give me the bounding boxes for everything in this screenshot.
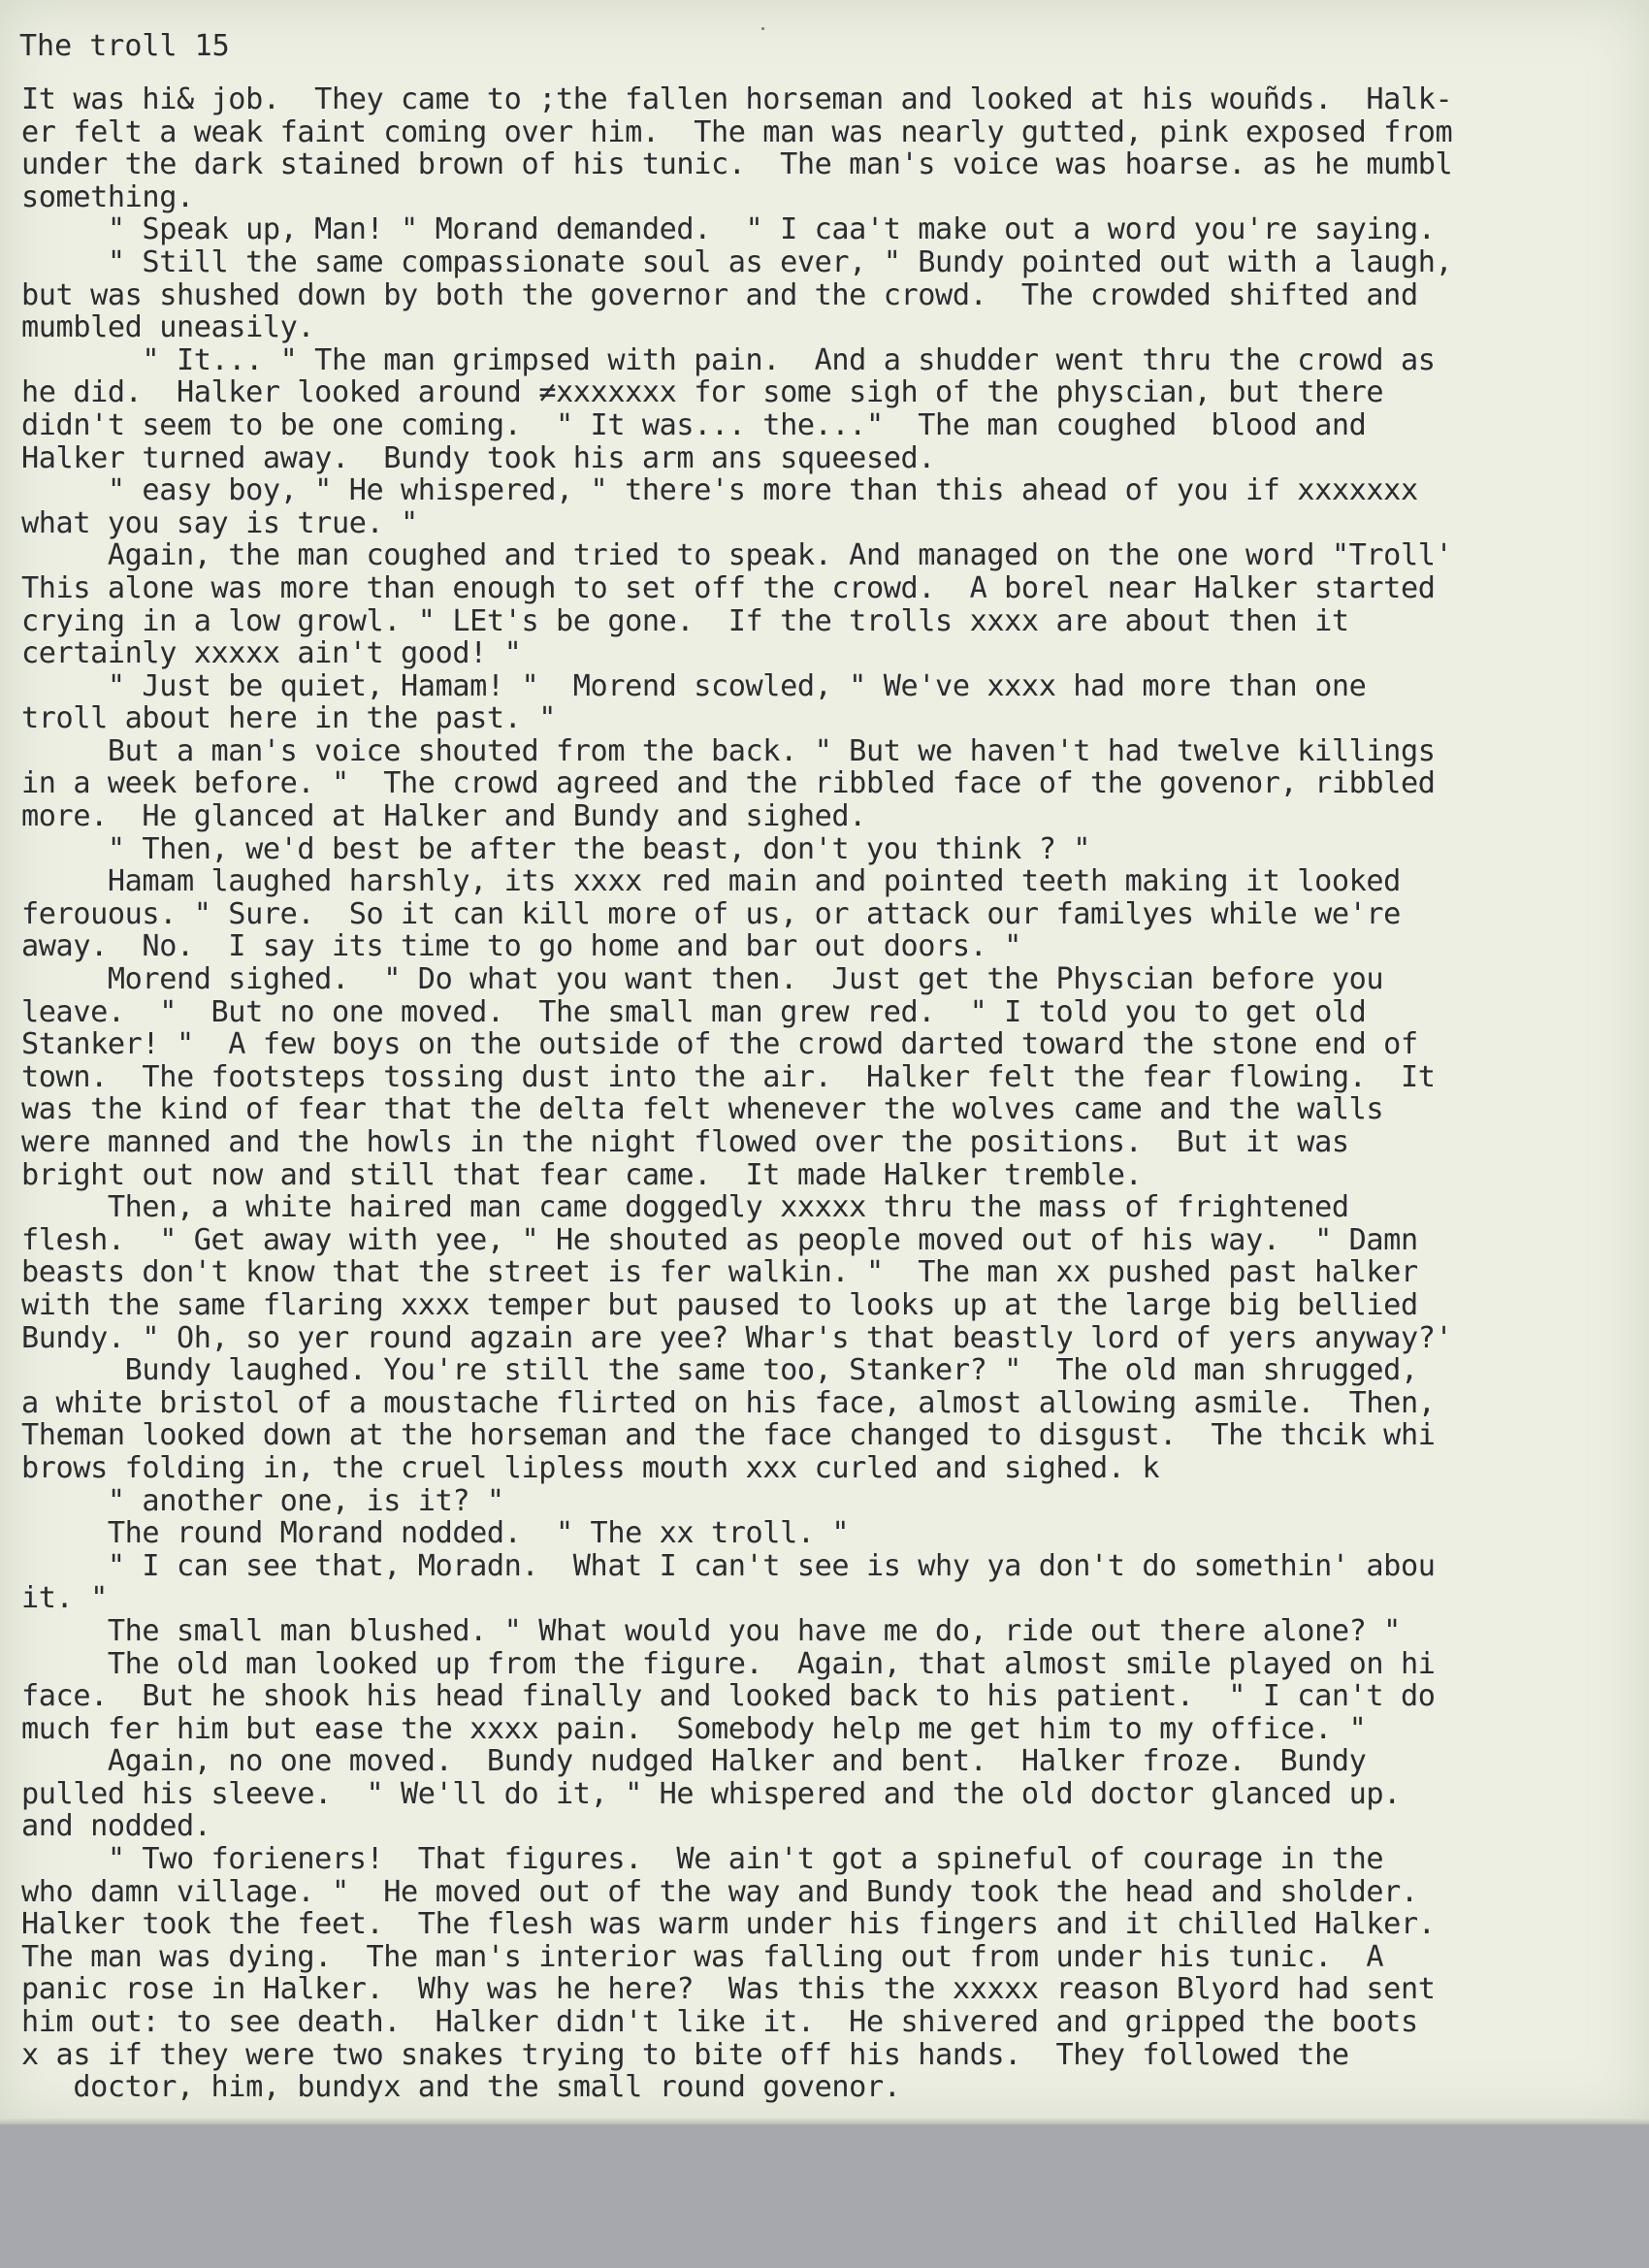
text-line: " Just be quiet, Hamam! " Morend scowled, " We've xxxx had more than one (21, 669, 1367, 703)
text-line: Then, a white haired man came doggedly xxxxx thru the mass of frightened (21, 1191, 1349, 1224)
text-line: pulled his sleeve. " We'll do it, " He whispered and the old doctor glanced up. (21, 1777, 1401, 1811)
text-line: er felt a weak faint coming over him. The man was nearly gutted, pink exposed from (21, 115, 1453, 149)
text-line: It was hi& job. They came to ;the fallen horseman and looked at his wouñds. Halk- (21, 83, 1453, 116)
text-line: bright out now and still that fear came. It made Halker tremble. (21, 1158, 1143, 1192)
text-line: " Speak up, Man! " Morand demanded. " I caa't make out a word you're saying. (21, 213, 1436, 246)
text-line: a white bristol of a moustache flirted on his face, almost allowing asmile. Then, (21, 1386, 1436, 1420)
text-line: " It... " The man grimpsed with pain. And a shudder went thru the crowd as (21, 343, 1436, 377)
text-line: Again, the man coughed and tried to speak. And managed on the one word "Troll' (21, 539, 1453, 572)
page-speck (761, 27, 764, 30)
running-title: The troll (19, 29, 178, 63)
text-line: troll about here in the past. " (21, 702, 557, 735)
text-line: were manned and the howls in the night flowed over the positions. But it was (21, 1126, 1349, 1159)
text-line: The small man blushed. " What would you have me do, ride out there alone? " (21, 1614, 1401, 1648)
text-line: Again, no one moved. Bundy nudged Halker and bent. Halker froze. Bundy (21, 1745, 1367, 1778)
text-line: The round Morand nodded. " The xx troll. " (21, 1517, 850, 1550)
text-line: " another one, is it? " (21, 1484, 504, 1518)
text-line: mumbled uneasily. (21, 311, 315, 344)
text-line: in a week before. " The crowd agreed and the ribbled face of the govenor, ribbled (21, 767, 1436, 801)
text-line: This alone was more than enough to set off the crowd. A borel near Halker started (21, 571, 1436, 605)
text-line: flesh. " Get away with yee, " He shouted as people moved out of his way. " Damn (21, 1223, 1418, 1257)
text-line: Bundy. " Oh, so yer round agzain are yee? Whar's that beastly lord of yers anyway?' (21, 1321, 1453, 1355)
text-line: The old man looked up from the figure. Again, that almost smile played on hi (21, 1647, 1436, 1681)
text-line: Morend sighed. " Do what you want then. Just get the Physcian before you (21, 963, 1384, 996)
text-line: town. The footsteps tossing dust into the air. Halker felt the fear flowing. It (21, 1060, 1436, 1094)
text-line: something. (21, 180, 194, 214)
text-line: under the dark stained brown of his tunic. The man's voice was hoarse. as he mumbl (21, 148, 1453, 181)
text-line: But a man's voice shouted from the back. " But we haven't had twelve killings (21, 734, 1436, 768)
text-line: away. No. I say its time to go home and bar out doors. " (21, 930, 1021, 964)
text-line: was the kind of fear that the delta felt whenever the wolves came and the walls (21, 1093, 1384, 1126)
text-line: who damn village. " He moved out of the way and Bundy took the head and sholder. (21, 1875, 1418, 1909)
text-line: him out: to see death. Halker didn't like it. He shivered and gripped the boots (21, 2006, 1418, 2039)
text-line: doctor, him, bundyx and the small round govenor. (21, 2071, 901, 2104)
text-line: The man was dying. The man's interior was falling out from under his tunic. A (21, 1940, 1384, 1974)
text-line: crying in a low growl. " LEt's be gone. If the trolls xxxx are about then it (21, 604, 1349, 638)
text-line: brows folding in, the cruel lipless mouth xxx curled and sighed. k (21, 1451, 1160, 1485)
text-line: he did. Halker looked around ≠xxxxxxx for some sigh of the physcian, but there (21, 376, 1384, 409)
text-line: didn't seem to be one coming. " It was... the..." The man coughed blood and (21, 408, 1367, 442)
text-line: Hamam laughed harshly, its xxxx red main and pointed teeth making it looked (21, 865, 1401, 898)
text-line: " easy boy, " He whispered, " there's more than this ahead of you if xxxxxxx (21, 474, 1418, 507)
text-line: Bundy laughed. You're still the same too, Stanker? " The old man shrugged, (21, 1354, 1418, 1387)
text-line: face. But he shook his head finally and looked back to his patient. " I can't do (21, 1680, 1436, 1713)
text-line: what you say is true. " (21, 506, 418, 540)
text-line: beasts don't know that the street is fer walkin. " The man xx pushed past halker (21, 1256, 1418, 1289)
text-line: panic rose in Halker. Why was he here? Was this the xxxxx reason Blyord had sent (21, 1973, 1436, 2007)
text-line: x as if they were two snakes trying to bite off his hands. They followed the (21, 2038, 1349, 2072)
text-line: with the same flaring xxxx temper but paused to looks up at the large big bellied (21, 1288, 1418, 1322)
text-line: Stanker! " A few boys on the outside of the crowd darted toward the stone end of (21, 1028, 1418, 1061)
text-line: more. He glanced at Halker and Bundy and sighed. (21, 800, 866, 833)
text-line: " Then, we'd best be after the beast, don't you think ? " (21, 832, 1091, 866)
text-line: Halker turned away. Bundy took his arm ans squeesed. (21, 441, 936, 475)
text-line: ferouous. " Sure. So it can kill more of us, or attack our familyes while we're (21, 897, 1401, 931)
text-line: " Two forieners! That figures. We ain't got a spineful of courage in the (21, 1843, 1384, 1876)
text-line: Theman looked down at the horseman and the face changed to disgust. The thcik whi (21, 1419, 1436, 1452)
page-number: 15 (194, 29, 230, 63)
text-line: much fer him but ease the xxxx pain. Somebody help me get him to my office. " (21, 1712, 1367, 1746)
text-line: and nodded. (21, 1810, 211, 1844)
text-line: but was shushed down by both the governor and the crowd. The crowded shifted and (21, 278, 1418, 312)
page-header (19, 29, 247, 63)
text-line: " I can see that, Moradn. What I can't see is why ya don't do somethin' abou (21, 1549, 1436, 1583)
text-line: leave. " But no one moved. The small man grew red. " I told you to get old (21, 995, 1367, 1029)
text-line: Halker took the feet. The flesh was warm under his fingers and it chilled Halker. (21, 1908, 1436, 1941)
text-line: certainly xxxxx ain't good! " (21, 637, 522, 670)
text-line: it. " (21, 1582, 108, 1615)
text-line: " Still the same compassionate soul as ever, " Bundy pointed out with a laugh, (21, 245, 1453, 279)
manuscript-body (21, 83, 1646, 2104)
